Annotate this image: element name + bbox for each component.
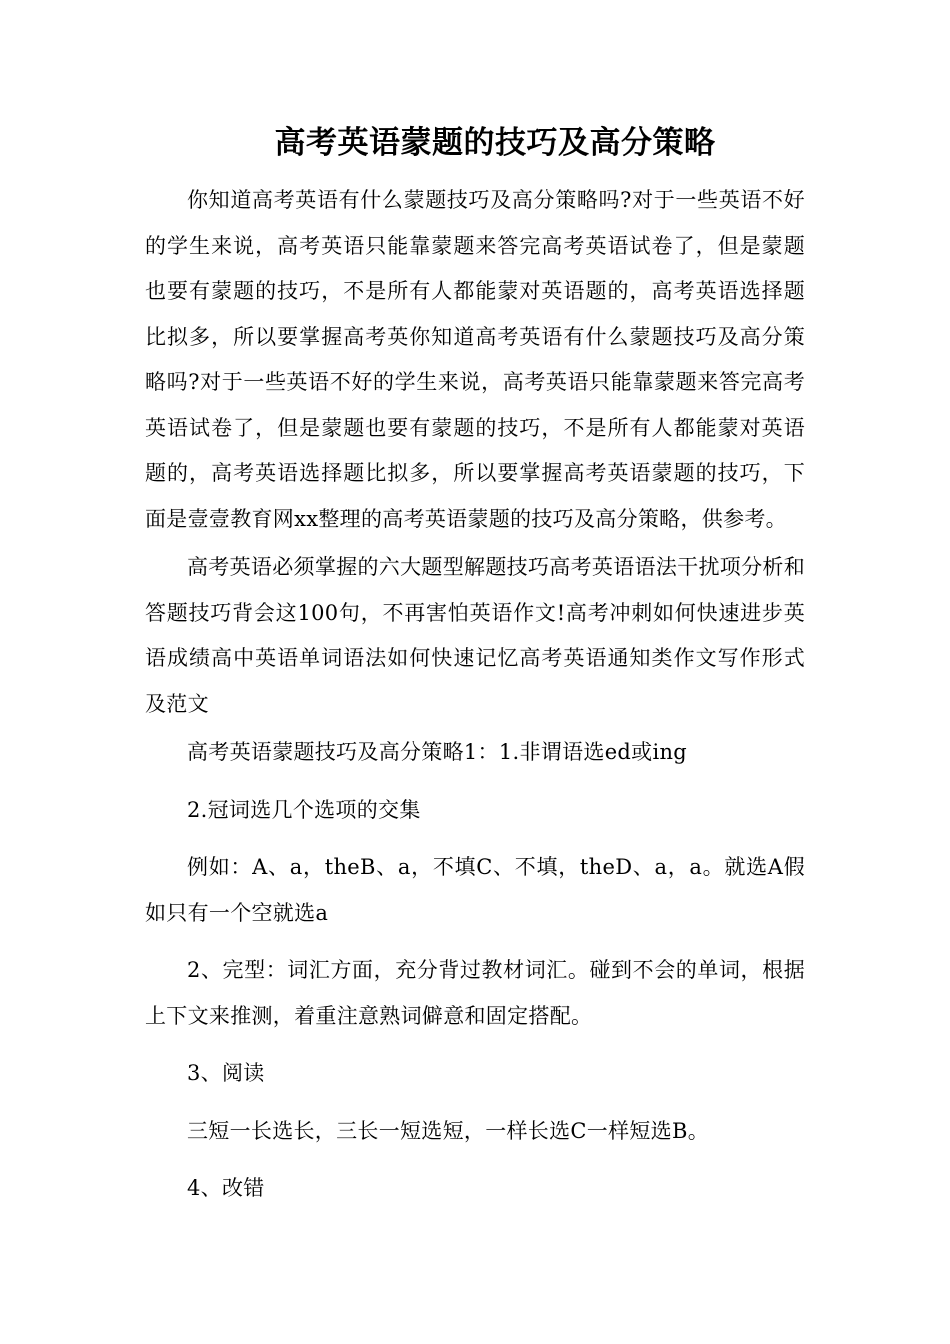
paragraph-reading-heading: 3、阅读 <box>187 1061 265 1085</box>
paragraph-strategy-1: 高考英语蒙题技巧及高分策略1：1.非谓语选ed或ing <box>187 740 688 764</box>
paragraph-cloze: 2、完型：词汇方面，充分背过教材词汇。碰到不会的单词，根据上下文来推测，着重注意熟词僻意和固定搭配。 <box>145 958 805 1028</box>
paragraph-reading-tip: 三短一长选长，三长一短选短，一样长选C一样短选B。 <box>187 1118 709 1143</box>
paragraph-example: 例如：A、a，theB、a，不填C、不填，theD、a，a。就选A假如只有一个空就选a <box>145 855 805 925</box>
paragraph-intro: 你知道高考英语有什么蒙题技巧及高分策略吗?对于一些英语不好的学生来说，高考英语只能靠蒙题来答完高考英语试卷了，但是蒙题也要有蒙题的技巧，不是所有人都能蒙对英语题的，高考英语选择题比拟多，所以要掌握高考英你知道高考英语有什么蒙题技巧及高分策略吗?对于一些英语不好的学生来说，高考英语只能靠蒙题来答完高考英语试卷了，但是蒙题也要有蒙题的技巧，不是所有人都能蒙对英语题的，高考英语选择题比拟多，所以要掌握高考英语蒙题的技巧，下面是壹壹教育网xx整理的高考英语蒙题的技巧及高分策略，供参考。 <box>145 188 805 531</box>
paragraph-correction-heading: 4、改错 <box>187 1176 265 1200</box>
document-title: 高考英语蒙题的技巧及高分策略 <box>274 125 716 161</box>
paragraph-articles: 2.冠词选几个选项的交集 <box>187 797 421 822</box>
paragraph-related-topics: 高考英语必须掌握的六大题型解题技巧高考英语语法干扰项分析和答题技巧背会这100句，不再害怕英语作文!高考冲刺如何快速进步英语成绩高中英语单词语法如何快速记忆高考英语通知类作文写作形式及范文 <box>145 555 805 716</box>
